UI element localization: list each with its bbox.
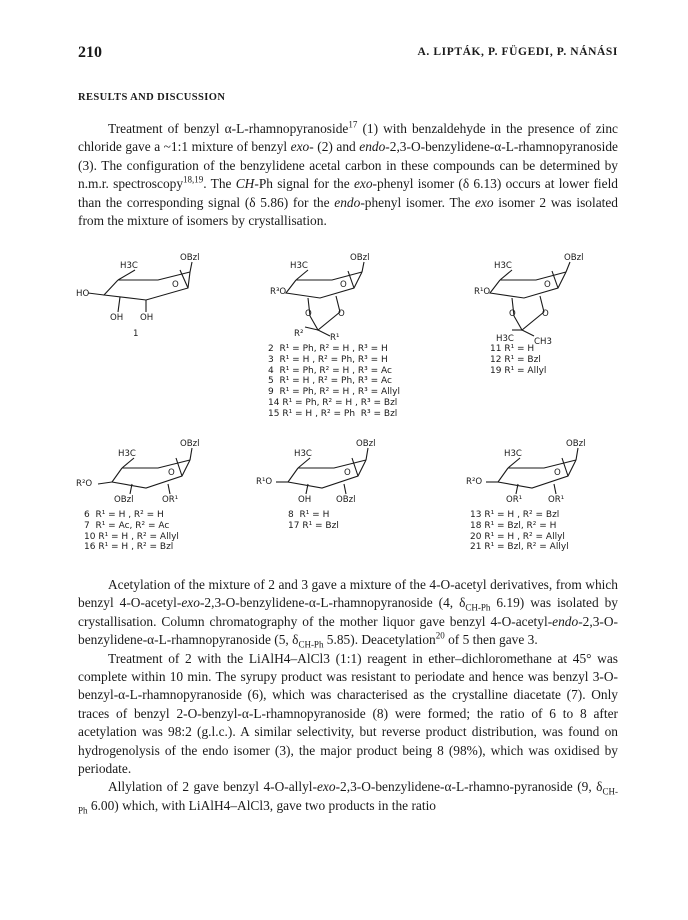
- compound-list-13: 13 R¹ = H , R² = Bzl 18 R¹ = Bzl, R² = H 20 R¹ = H , R² = Allyl 21 R¹ = Bzl, R² = Allyl: [470, 510, 569, 553]
- ch3-label: CH3: [534, 337, 552, 347]
- obzl-label: OBzl: [564, 253, 584, 263]
- compound-list-isopropylidene: 11 R¹ = H 12 R¹ = Bzl 19 R¹ = Allyl: [490, 344, 547, 376]
- or1-label: OR¹: [548, 495, 565, 505]
- structure-8: [256, 439, 376, 505]
- acetal-o-label: O: [305, 309, 312, 319]
- running-authors: A. LIPTÁK, P. FÜGEDI, P. NÁNÁSI: [417, 46, 618, 58]
- acetal-o-label: O: [509, 309, 516, 319]
- obzl-label: OBzl: [350, 253, 370, 263]
- acetal-o-label: O: [338, 309, 345, 319]
- ring-o-label: O: [344, 468, 351, 478]
- r3o-label: R³O: [270, 287, 287, 297]
- structure-6: [76, 439, 200, 505]
- obzl-label: OBzl: [180, 253, 200, 263]
- ho-label: HO: [76, 289, 90, 299]
- compound-number-1: 1: [133, 329, 139, 339]
- obzl-label: OBzl: [566, 439, 586, 449]
- h3c-label: H3C: [496, 334, 514, 344]
- h3c-label: H3C: [290, 261, 308, 271]
- ring-o-label: O: [172, 280, 179, 290]
- compound-list-benzylidene: 2 R¹ = Ph, R² = H , R³ = H 3 R¹ = H , R² = Ph, R³ = H 4 R¹ = Ph, R² = H , R³ = Ac 5 R¹ = H , R² = Ph, R³ = Ac 9 R¹ = Ph, R² = H , R³ = Allyl 14 R¹ = Ph, R² = H , R³ = Bzl 15 R¹ = H , R² = Ph R³ = Bzl: [268, 344, 401, 419]
- r1-label: R¹: [330, 333, 340, 343]
- paragraph-4-text: Allylation of 2 gave benzyl 4-O-allyl-exo-2,3-O-benzylidene-α-L-rhamno-pyranoside (9, $\delta_{CH-Ph}$ 6.00) which, with LiAlH4–AlCl3, gave two products in the ratio: [78, 779, 618, 816]
- r2-label: R²: [294, 329, 304, 339]
- paragraph-3-text: Treatment of 2 with the LiAlH4–AlCl3 (1:1) reagent in ether–dichloromethane at 45° was complete within 10 min. The syrupy product was resistant to periodate and hence was benzyl 3-O-benzyl-α-L-rhamnopyranoside (6), which was characterised as the crystalline diacetate (7). Only traces of benzyl 2-O-benzyl-α-L-rhamnopyranoside (8) were formed; the ratio of 6 to 8 after acetylation was 98:2 (g.l.c.). A similar selectivity, but reverse product distribution, was found on hydrogenolysis of the endo isomer (3), the major product being 8 (98%), which was oxidised by periodate.: [78, 650, 618, 777]
- oh-label: OH: [140, 313, 154, 323]
- h3c-label: H3C: [120, 261, 138, 271]
- structure-isopropylidene: [474, 253, 584, 347]
- h3c-label: H3C: [294, 449, 312, 459]
- obzl-label: OBzl: [180, 439, 200, 449]
- r2o-label: R²O: [76, 479, 93, 489]
- ring-o-label: O: [554, 468, 561, 478]
- h3c-label: H3C: [494, 261, 512, 271]
- h3c-label: H3C: [504, 449, 522, 459]
- obzl-label: OBzl: [114, 495, 134, 505]
- acetal-o-label: O: [542, 309, 549, 319]
- ring-o-label: O: [168, 468, 175, 478]
- structure-benzylidene: [270, 253, 370, 343]
- compound-list-8: 8 R¹ = H 17 R¹ = Bzl: [288, 510, 339, 531]
- oh-label: OH: [298, 495, 312, 505]
- compound-list-6: 6 R¹ = H , R² = H 7 R¹ = Ac, R² = Ac 10 R¹ = H , R² = Allyl 16 R¹ = H , R² = Bzl: [84, 510, 179, 553]
- r1o-label: R¹O: [474, 287, 491, 297]
- obzl-label: OBzl: [336, 495, 356, 505]
- paragraph-1-text: Treatment of benzyl α-L-rhamnopyranoside$^{17}$ (1) with benzaldehyde in the presence of zinc chloride gave a ~1:1 mixture of benzyl exo- (2) and endo-2,3-O-benzylidene-α-L-rhamnopyranoside (3). The configuration of the benzylidene acetal carbon in these compounds can be determined by n.m.r. spectroscopy$^{18,19}$. The CH-Ph signal for the exo-phenyl isomer (δ 6.13) occurs at lower field than the corresponding signal (δ 5.86) for the endo-phenyl isomer. The exo isomer 2 was isolated from the mixture of isomers by crystallisation.: [78, 119, 618, 229]
- paragraph-2-text: Acetylation of the mixture of 2 and 3 gave a mixture of the 4-O-acetyl derivatives, from which benzyl 4-O-acetyl-exo-2,3-O-benzylidene-α-L-rhamnopyranoside (4, $\delta_{CH-Ph}$ 6.19) was isolated by crystallisation. Column chromatography of the mother liquor gave benzyl 4-O-acetyl-endo-2,3-O-benzylidene-α-L-rhamnopyranoside (5, $\delta_{CH-Ph}$ 5.85). Deacetylation$^{20}$ of 5 then gave 3.: [78, 577, 618, 650]
- structure-13: [466, 439, 586, 505]
- oh-label: OH: [110, 313, 124, 323]
- h3c-label: H3C: [118, 449, 136, 459]
- r2o-label: R²O: [466, 477, 483, 487]
- section-heading: RESULTS AND DISCUSSION: [78, 92, 226, 103]
- ring-o-label: O: [340, 280, 347, 290]
- paragraph-2: [78, 576, 618, 815]
- structure-1: [76, 253, 200, 339]
- ring-o-label: O: [544, 280, 551, 290]
- obzl-label: OBzl: [356, 439, 376, 449]
- or1-label: OR¹: [506, 495, 523, 505]
- or1-label: OR¹: [162, 495, 179, 505]
- page-number: 210: [78, 44, 102, 61]
- r1o-label: R¹O: [256, 477, 273, 487]
